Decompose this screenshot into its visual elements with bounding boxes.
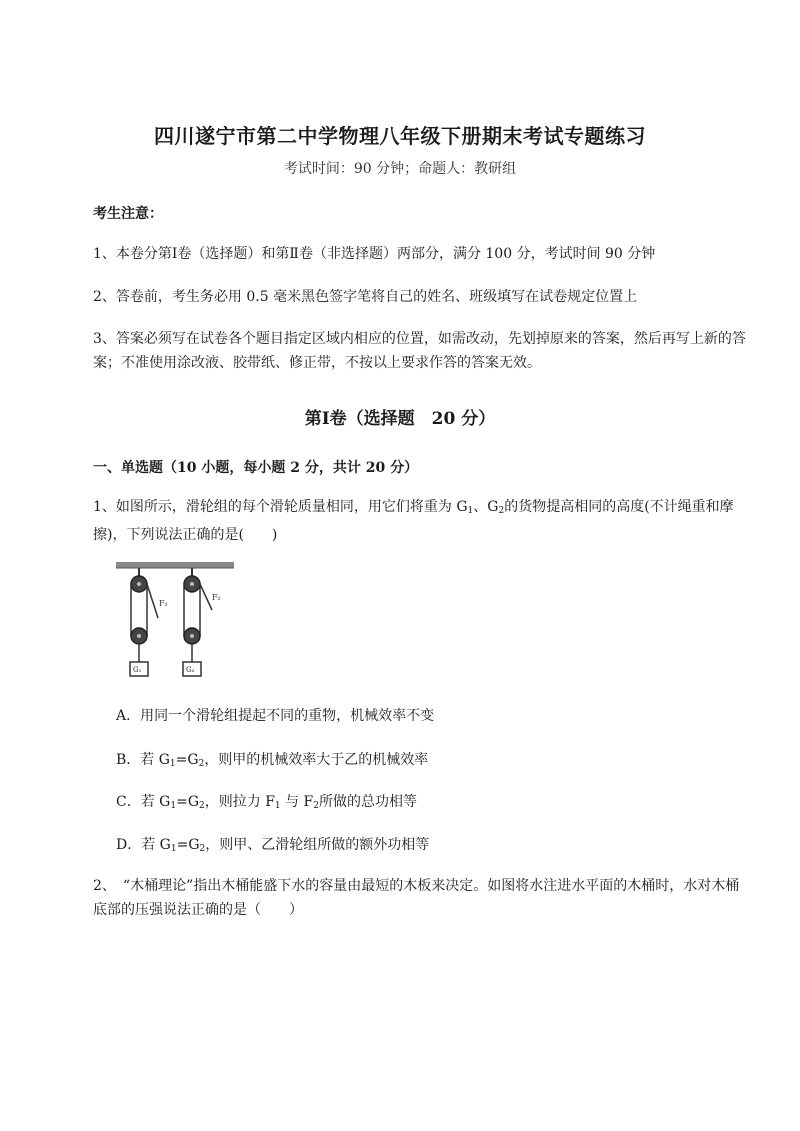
subscript: 2 — [498, 506, 505, 516]
subscript: 2 — [198, 759, 205, 769]
question-2-stem: 2、 “木桶理论”指出木桶能盛下水的容量由最短的木板来决定。如图将水注进水平面的木桶时，水对木桶底部的压强说法正确的是（ ） — [93, 878, 740, 918]
option-a[interactable]: A．用同一个滑轮组提起不同的重物，机械效率不变 — [116, 708, 435, 724]
pulley-figure — [112, 560, 242, 686]
part-title: 一、单选题（10 小题，每小题 2 分，共计 20 分） — [93, 460, 419, 476]
option-b[interactable] — [116, 750, 428, 774]
subscript: 2 — [199, 844, 206, 854]
option-b-text: B．若 G — [116, 752, 170, 768]
option-c-text: C．若 G — [116, 794, 171, 810]
notice-item-1: 1、本卷分第Ⅰ卷（选择题）和第Ⅱ卷（非选择题）两部分，满分 100 分，考试时间 90 分钟 — [93, 246, 656, 262]
section-title: 第Ⅰ卷（选择题 20 分） — [304, 409, 496, 429]
option-c-text: 所做的总功相等 — [319, 794, 418, 810]
subscript: 1 — [467, 506, 474, 516]
weight-label-g2: G₂ — [186, 666, 195, 674]
ceiling-beam — [116, 562, 234, 568]
page-subtitle: 考试时间：90 分钟；命题人：教研组 — [283, 161, 517, 177]
option-d-text: ，则甲、乙滑轮组所做的额外功相等 — [205, 837, 430, 853]
option-b-text: ，则甲的机械效率大于乙的机械效率 — [204, 752, 429, 768]
subscript: 2 — [313, 801, 320, 811]
option-c-text: =G — [176, 794, 200, 810]
subscript: 1 — [170, 801, 177, 811]
subscript: 1 — [169, 759, 176, 769]
notice-heading: 考生注意： — [93, 206, 163, 222]
option-d-text: D．若 G — [116, 837, 171, 853]
option-c-text: 与 F — [280, 794, 314, 810]
option-b-text: =G — [175, 752, 199, 768]
notice-item-3: 3、答案必须写在试卷各个题目指定区域内相应的位置，如需改动，先划掉原来的答案，然后再写上新的答案；不准使用涂改液、胶带纸、修正带，不按以上要求作答的答案无效。 — [93, 331, 746, 371]
option-d[interactable] — [116, 835, 429, 859]
weight-label-g1: G₁ — [133, 666, 142, 674]
page-title: 四川遂宁市第二中学物理八年级下册期末考试专题练习 — [154, 124, 646, 148]
subscript: 2 — [199, 801, 205, 811]
pulley-system-left — [130, 568, 168, 676]
question-1-stem — [93, 495, 748, 547]
option-d-text: =G — [176, 837, 200, 853]
pulley-system-right — [183, 568, 221, 676]
option-c-text: ，则拉力 F — [204, 794, 275, 810]
force-label-f1: F₁ — [159, 599, 168, 608]
force-label-f2: F₂ — [212, 593, 221, 602]
option-c[interactable] — [116, 792, 417, 816]
q1-stem-part: 的货物提高相同的高度(不计绳重和摩擦)，下列说法正确的是( ) — [93, 499, 734, 543]
q1-stem-part: 、G — [473, 499, 499, 515]
notice-item-2: 2、答卷前，考生务必用 0.5 毫米黑色签字笔将自己的姓名、班级填写在试卷规定位置上 — [93, 289, 638, 305]
q1-stem-part: 1、如图所示，滑轮组的每个滑轮质量相同，用它们将重为 G — [93, 499, 468, 515]
subscript: 1 — [274, 801, 281, 811]
subscript: 1 — [170, 844, 177, 854]
